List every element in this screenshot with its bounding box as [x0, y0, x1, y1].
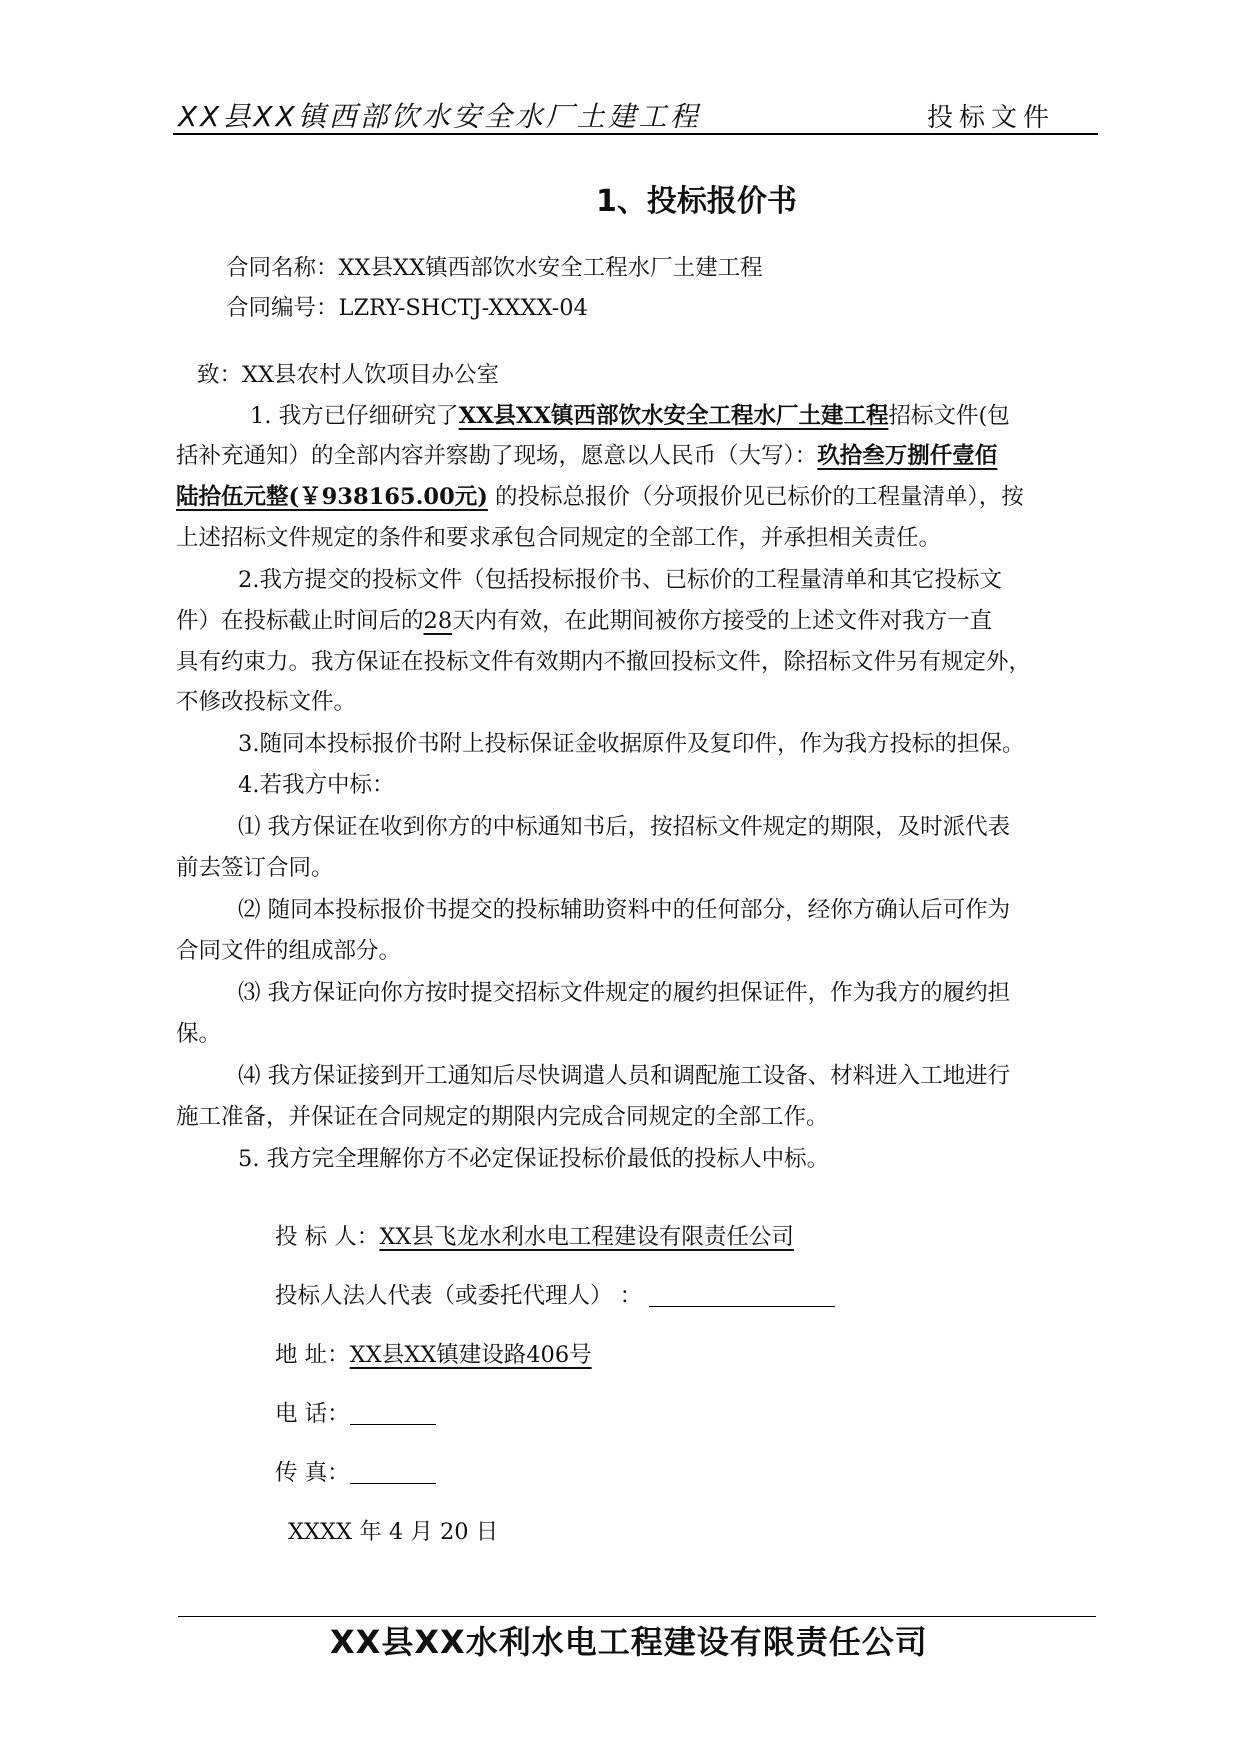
contract-name — [226, 250, 763, 282]
bid-amount-words: 玖拾叁万捌仟壹佰 — [817, 443, 998, 469]
para4: 4.若我方中标： — [238, 772, 395, 798]
representative-label: 投标人法人代表（或委托代理人） ： — [275, 1283, 643, 1309]
para2-text: 天内有效，在此期间被你方接受的上述文件对我方一直 — [452, 608, 993, 634]
para2-line2 — [176, 603, 992, 635]
phone-blank[interactable] — [350, 1402, 436, 1425]
para2-text: 件）在投标截止时间后的 — [176, 608, 424, 634]
para1-line2 — [176, 438, 997, 470]
contract-name-value: XX县XX镇西部饮水安全工程水厂土建工程 — [338, 255, 763, 281]
para1-text: 1. 我方已仔细研究了 — [250, 403, 459, 429]
contract-number-value: LZRY-SHCTJ-XXXX-04 — [338, 295, 588, 321]
footer-company: XX县XX水利水电工程建设有限责任公司 — [330, 1623, 928, 1661]
fax-blank[interactable] — [350, 1461, 436, 1484]
contract-number — [226, 290, 588, 322]
para1-text: 的投标总报价（分项报价见已标价的工程量清单），按 — [495, 484, 1024, 510]
representative-row — [275, 1278, 835, 1310]
para4-2-line2: 合同文件的组成部分。 — [176, 938, 402, 964]
fax-row — [275, 1455, 436, 1487]
para4-3-line1: ⑶ 我方保证向你方按时提交招标文件规定的履约担保证件，作为我方的履约担 — [238, 980, 1011, 1006]
para2-line3: 具有约束力。我方保证在投标文件有效期内不撤回投标文件，除招标文件另有规定外， — [176, 649, 1032, 675]
para1-line4: 上述招标文件规定的条件和要求承包合同规定的全部工作，并承担相关责任。 — [176, 525, 942, 551]
para2-line4: 不修改投标文件。 — [176, 689, 357, 715]
phone-row — [275, 1396, 436, 1428]
para1-line1 — [250, 398, 1010, 430]
contract-name-label: 合同名称： — [226, 255, 339, 281]
para1-text: 括补充通知）的全部内容并察勘了现场，愿意以人民币（大写）： — [176, 443, 818, 469]
project-name-underlined: XX县XX镇西部饮水安全工程水厂土建工程 — [458, 403, 889, 429]
bidder-label: 投 标 人： — [275, 1224, 380, 1250]
bidder-value: XX县飞龙水利水电工程建设有限责任公司 — [379, 1224, 794, 1250]
phone-label: 电 话： — [275, 1401, 350, 1427]
representative-blank[interactable] — [649, 1284, 835, 1307]
signing-date: XXXX 年 4 月 20 日 — [288, 1519, 499, 1545]
para1-line3 — [176, 479, 1024, 511]
para4-1-line2: 前去签订合同。 — [176, 855, 334, 881]
para1-text: 招标文件(包 — [888, 403, 1010, 429]
para4-1-line1: ⑴ 我方保证在收到你方的中标通知书后，按招标文件规定的期限，及时派代表 — [238, 814, 1011, 840]
header-doc-type: 投标文件 — [927, 103, 1056, 133]
para3: 3.随同本投标报价书附上投标保证金收据原件及复印件，作为我方投标的担保。 — [238, 731, 1025, 757]
address-value: XX县XX镇建设路406号 — [349, 1342, 592, 1368]
contract-number-label: 合同编号： — [226, 295, 339, 321]
para2-line1: 2.我方提交的投标文件（包括投标报价书、已标价的工程量清单和其它投标文 — [238, 567, 1002, 593]
addressee: 致：XX县农村人饮项目办公室 — [197, 362, 500, 388]
fax-label: 传 真： — [275, 1460, 350, 1486]
bid-amount-figures: 陆拾伍元整(￥938165.00元) — [176, 484, 488, 510]
header-rule — [173, 133, 1098, 135]
para4-2-line1: ⑵ 随同本投标报价书提交的投标辅助资料中的任何部分，经你方确认后可作为 — [238, 897, 1011, 923]
para4-4-line1: ⑷ 我方保证接到开工通知后尽快调遣人员和调配施工设备、材料进入工地进行 — [238, 1063, 1011, 1089]
bidder-row — [275, 1219, 794, 1251]
para4-3-line2: 保。 — [176, 1021, 222, 1047]
page-title: 1、投标报价书 — [596, 184, 797, 219]
header-project-title: XX县XX镇西部饮水安全水厂土建工程 — [178, 100, 701, 133]
para4-4-line2: 施工准备，并保证在合同规定的期限内完成合同规定的全部工作。 — [176, 1104, 829, 1130]
address-label: 地 址： — [275, 1342, 350, 1368]
validity-days: 28 — [423, 608, 453, 634]
address-row — [275, 1337, 592, 1369]
para5: 5. 我方完全理解你方不必定保证投标价最低的投标人中标。 — [238, 1146, 830, 1172]
